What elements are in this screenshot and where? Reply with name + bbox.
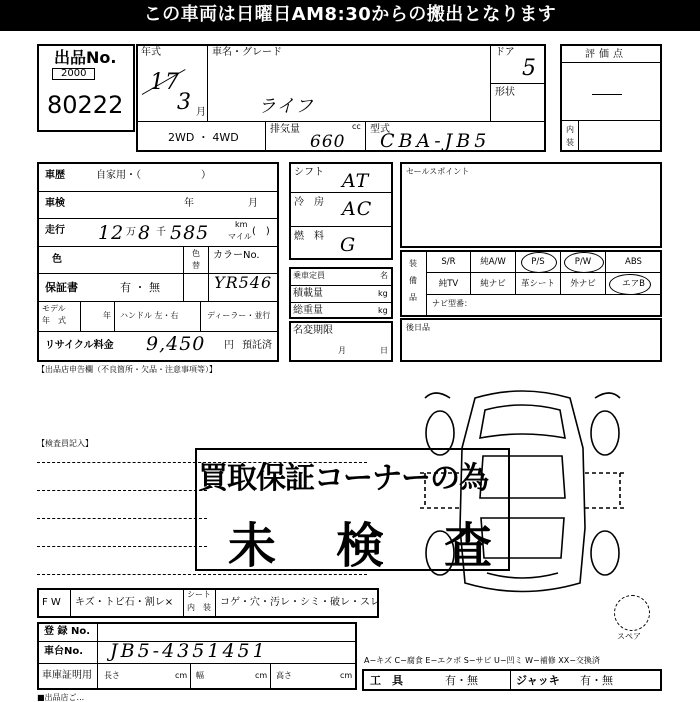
circle-ps <box>521 252 557 273</box>
banner-text: この車両は日曜日AM8:30からの搬出となります <box>143 4 557 25</box>
shift-label: シフト <box>294 167 324 178</box>
displacement-value: 660 <box>310 132 346 152</box>
equip-ps: P/S <box>531 257 545 267</box>
shift-value: AT <box>342 170 370 192</box>
inspection-label: 車検 <box>45 198 65 209</box>
equip-tv: 純TV <box>438 279 459 289</box>
inspection-year: 年 <box>184 198 194 209</box>
capacity-label: 乗車定員 <box>293 271 325 280</box>
model-year-label-2: 年 式 <box>42 316 66 325</box>
chassis-value: JB5-4351451 <box>110 640 268 662</box>
after-install-box <box>400 318 662 362</box>
interior-label-1: 内 <box>566 125 574 134</box>
jack-label: ジャッキ <box>516 674 560 687</box>
color-no-value: YR546 <box>214 273 273 292</box>
seat-desc: コゲ・穴・汚レ・シミ・破レ・スレ <box>220 597 380 608</box>
load-unit: kg <box>378 289 388 298</box>
mileage-man-unit: 万 <box>126 227 136 238</box>
history-box <box>37 162 279 362</box>
year-value: 17 <box>150 70 180 95</box>
equipment-label-1: 装 <box>409 259 417 268</box>
handle-value: ハンドル 左・右 <box>120 311 179 320</box>
equip-ext-navi: 外ナビ <box>570 279 596 289</box>
model-year-label-1: モデル <box>42 304 66 313</box>
mileage-label: 走行 <box>45 225 65 236</box>
tools-box <box>362 669 662 691</box>
mileage-rest: 585 <box>170 222 210 244</box>
mileage-sen: 8 <box>138 222 152 244</box>
equip-leather: 革シート <box>520 279 555 289</box>
lot-label: 出品No. <box>54 48 117 67</box>
equipment-label-3: 品 <box>409 293 417 302</box>
history-label: 車歴 <box>45 170 65 181</box>
drive-label: 2WD ・ 4WD <box>168 131 239 144</box>
fw-label: F W <box>42 597 61 608</box>
stamp-line2: 未 検 査 <box>228 518 499 574</box>
color-no-label: カラーNo. <box>213 250 260 261</box>
chassis-label: 車台No. <box>44 646 84 657</box>
after-install-label: 後日品 <box>406 323 430 332</box>
rating-label: 評価点 <box>585 49 627 60</box>
vehicle-cert-label: 車庫証明用 <box>42 670 92 681</box>
rating-box <box>560 44 662 152</box>
month-unit: 月 <box>196 107 206 118</box>
cert-width: 幅 <box>196 671 204 680</box>
lot-sub: 2000 <box>52 68 95 80</box>
fuel-value: G <box>340 234 357 256</box>
equip-navi: 純ナビ <box>480 279 506 289</box>
mileage-sen-unit: 千 <box>156 227 166 238</box>
tools-value: 有・無 <box>445 674 478 687</box>
doors-label: ドア <box>495 47 515 58</box>
inspection-month: 月 <box>248 198 258 209</box>
aircon-label: 冷 房 <box>294 197 324 208</box>
mileage-unit-km: km <box>235 220 248 229</box>
seat-label-2: 内 装 <box>187 603 211 612</box>
cert-width-unit: cm <box>255 671 268 680</box>
recycle-note: 預託済 <box>242 340 272 351</box>
recycle-value: 9,450 <box>146 333 206 355</box>
color-change-2: 替 <box>192 261 200 270</box>
month-value: 3 <box>177 90 192 115</box>
inspector-label: 【検査員記入】 <box>37 439 93 448</box>
recycle-unit: 円 <box>224 340 234 351</box>
weight-unit: kg <box>378 306 388 315</box>
cert-long-unit: cm <box>175 671 188 680</box>
model-value: CBA-JB5 <box>380 130 491 152</box>
circle-airbag <box>609 274 651 295</box>
car-name-value: ライフ <box>258 96 314 117</box>
equip-aw: 純A/W <box>480 257 506 267</box>
equipment-label-2: 備 <box>409 276 417 285</box>
damage-legend: A−キズ C−腐食 E−エクボ S−サビ U−凹ミ W−補修 XX−交換済 <box>364 656 600 665</box>
cert-long: 長さ <box>104 671 120 680</box>
lot-number: 80222 <box>47 91 124 119</box>
tools-label: 工 具 <box>370 674 403 687</box>
year-label: 年式 <box>141 47 161 58</box>
jack-value: 有・無 <box>580 674 613 687</box>
doors-value: 5 <box>522 56 537 81</box>
fw-desc: キズ・トビ石・割レ× <box>75 597 174 608</box>
registration-label: 登 録 No. <box>44 626 91 637</box>
navi-type-label: ナビ型番： <box>432 299 472 308</box>
weight-label: 総重量 <box>293 305 323 316</box>
mileage-man: 12 <box>98 222 125 244</box>
spare-tire-icon <box>614 595 650 631</box>
seat-label-1: シート <box>187 590 211 599</box>
declaration-label: 【出品店申告欄（不良箇所・欠品・注意事項等）】 <box>37 365 217 374</box>
equip-abs: ABS <box>625 257 642 267</box>
car-name-label: 車名・グレード <box>212 47 282 58</box>
deadline-label: 名変期限 <box>293 325 333 336</box>
displacement-unit: cc <box>352 122 361 131</box>
cert-height-unit: cm <box>340 671 353 680</box>
equip-pw: P/W <box>574 257 592 267</box>
model-label: 型式 <box>370 124 390 135</box>
warranty-label: 保証書 <box>45 281 78 294</box>
stamp-line1: 買取保証コーナーの為 <box>198 461 488 496</box>
fuel-label: 燃 料 <box>294 231 324 242</box>
aircon-value: AC <box>342 198 373 220</box>
load-label: 積載量 <box>293 288 323 299</box>
model-year-unit: 年 <box>103 311 111 320</box>
deadline-month: 月 <box>338 346 346 355</box>
cert-height: 高さ <box>276 671 292 680</box>
mileage-unit-mile: マイル <box>228 232 252 241</box>
color-change-1: 色 <box>192 249 200 258</box>
equip-sr: S/R <box>441 257 456 267</box>
recycle-label: リサイクル料金 <box>45 340 114 351</box>
history-value: 自家用・（ ） <box>96 170 211 181</box>
capacity-unit: 名 <box>380 271 388 280</box>
sales-point-label: セールスポイント <box>406 167 470 176</box>
spare-label: スペア <box>617 632 641 641</box>
interior-label-2: 装 <box>566 138 574 147</box>
circle-pw <box>564 252 604 273</box>
dealer-value: ディーラー・並行 <box>207 311 271 320</box>
color-label: 色 <box>52 254 62 265</box>
warranty-value: 有 ・ 無 <box>120 281 160 294</box>
shape-label: 形状 <box>495 87 515 98</box>
deadline-day: 日 <box>380 346 388 355</box>
footer-text: ■出品店ご... <box>37 693 85 702</box>
displacement-label: 排気量 <box>270 124 300 135</box>
equip-airbag: エアB <box>622 279 645 289</box>
